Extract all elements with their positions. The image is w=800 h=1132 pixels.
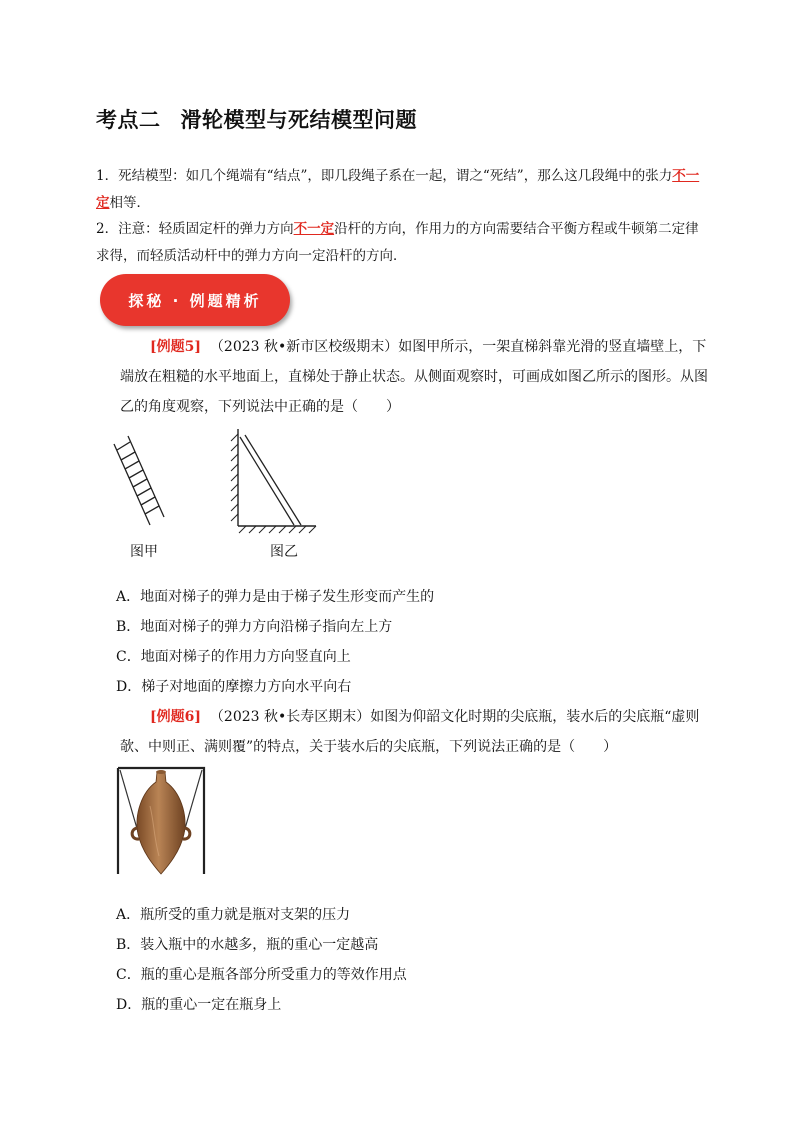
example-6-label: [例题6] <box>150 709 201 725</box>
example-5-option-b: B．地面对梯子的弹力方向沿梯子指向左上方 <box>116 619 393 635</box>
ladder-figure-a <box>110 432 170 527</box>
note-1-text: 1．死结模型：如几个绳端有“结点”，即几段绳子系在一起，谓之“死结”，那么这几段绳中的张力 <box>96 168 673 184</box>
example-6-option-a: A．瓶所受的重力就是瓶对支架的压力 <box>116 907 351 923</box>
example-5-label: [例题5] <box>150 339 201 355</box>
ladder-rungs <box>117 442 159 514</box>
section-number: 考点二 <box>96 108 161 132</box>
wall-hatching <box>231 434 238 521</box>
example-5-option-a: A．地面对梯子的弹力是由于梯子发生形变而产生的 <box>116 589 435 605</box>
note-2-tail: 沿杆的方向，作用力的方向需要结合平衡方程或牛顿第二定律求得，而轻质活动杆中的弹力方向一定沿杆的方向． <box>96 221 699 264</box>
example-6-option-d: D．瓶的重心一定在瓶身上 <box>116 997 282 1013</box>
note-2-emphasis: 不一定 <box>293 221 335 237</box>
example-6-option-c: C．瓶的重心是瓶各部分所受重力的等效作用点 <box>116 967 407 983</box>
note-1-emphasis: 不一定 <box>96 168 700 211</box>
section-heading-text: 滑轮模型与死结模型问题 <box>180 108 417 132</box>
example-5-text: （2023 秋•新市区校级期末）如图甲所示，一架直梯斜靠光滑的竖直墙壁上，下端放在粗糙的水平地面上，直梯处于静止状态。从侧面观察时，可画成如图乙所示的图形。从图乙的角度观察，下列说法中正确的是（ ） <box>120 339 708 415</box>
ladder-wall-figure-b <box>226 426 326 536</box>
example-6-option-b: B．装入瓶中的水越多，瓶的重心一定越高 <box>116 937 379 953</box>
note-1 <box>96 163 708 217</box>
example-5-option-c: C．地面对梯子的作用力方向竖直向上 <box>116 649 351 665</box>
amphora-mouth <box>156 770 166 774</box>
figure-b-caption: 图乙 <box>270 544 298 560</box>
ladder-rail-right <box>128 436 164 517</box>
amphora-photo <box>114 766 208 876</box>
ladder-side-2 <box>245 435 301 525</box>
example-6-text: （2023 秋•长寿区期末）如图为仰韶文化时期的尖底瓶，装水后的尖底瓶“虚则欹、中则正、满则覆”的特点，关于装水后的尖底瓶，下列说法正确的是（ ） <box>120 709 700 755</box>
ladder-rail-left <box>114 444 150 525</box>
example-banner: 探秘 · 例题精析 <box>100 274 290 326</box>
example-6-question <box>120 702 708 762</box>
ground-hatching <box>239 526 316 533</box>
note-2 <box>96 216 708 270</box>
ladder-side-1 <box>240 437 294 525</box>
note-1-tail: 相等． <box>109 195 150 211</box>
example-5-option-d: D．梯子对地面的摩擦力方向水平向右 <box>116 679 352 695</box>
example-5-question <box>120 332 708 422</box>
note-2-text: 2．注意：轻质固定杆的弹力方向 <box>96 221 294 237</box>
section-title <box>96 104 417 134</box>
figure-a-caption: 图甲 <box>130 544 158 560</box>
